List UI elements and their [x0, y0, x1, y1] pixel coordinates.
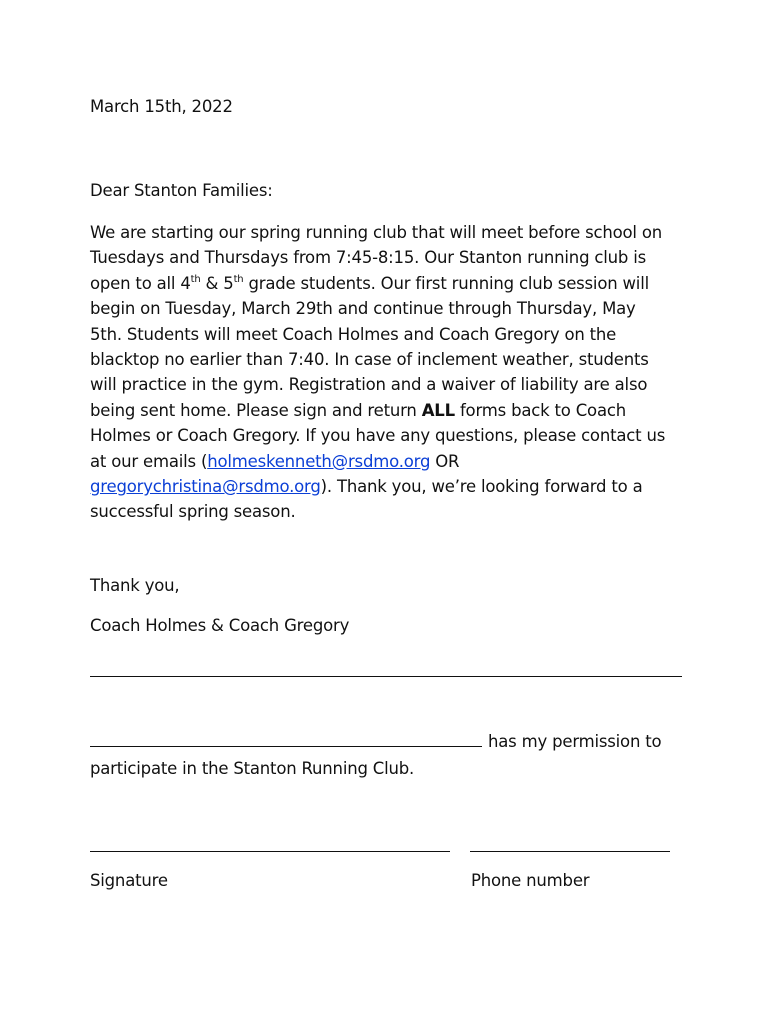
body-line: 5th. Students will meet Coach Holmes and Coach Gregory on the — [90, 324, 617, 344]
body-line — [90, 449, 690, 474]
letter-body — [90, 220, 690, 525]
body-line: We are starting our spring running club that will meet before school on — [90, 223, 662, 242]
body-text: at our emails ( — [90, 451, 208, 471]
body-line — [90, 398, 690, 423]
student-name-blank[interactable] — [90, 730, 482, 747]
letter-salutation: Dear Stanton Families: — [90, 181, 273, 200]
body-text: grade students. Our first running club session will — [243, 273, 649, 293]
ordinal-suffix: th — [233, 273, 244, 285]
permission-text: has my permission to — [488, 732, 662, 751]
body-text: ). Thank you, we’re looking forward to a — [320, 477, 643, 497]
signature-label: Signature — [90, 871, 168, 890]
emphasis-all: ALL — [421, 400, 455, 420]
email-link-holmes[interactable]: holmeskenneth@rsdmo.org — [207, 451, 431, 471]
letter-signoff: Coach Holmes & Coach Gregory — [90, 616, 350, 635]
tear-off-divider — [90, 676, 682, 677]
body-text: forms back to Coach — [454, 400, 626, 420]
body-line: Tuesdays and Thursdays from 7:45-8:15. Our Stanton running club is — [90, 248, 646, 268]
body-line — [90, 271, 690, 296]
phone-number-blank[interactable] — [470, 851, 670, 852]
body-line — [90, 474, 690, 499]
body-line: blacktop no earlier than 7:40. In case of inclement weather, students — [90, 350, 649, 370]
signature-blank[interactable] — [90, 851, 450, 852]
letter-date: March 15th, 2022 — [90, 97, 233, 116]
body-text: & 5 — [200, 273, 234, 293]
phone-number-label: Phone number — [471, 871, 590, 890]
body-line: Holmes or Coach Gregory. If you have any questions, please contact us — [90, 426, 666, 446]
letter-closing: Thank you, — [90, 576, 180, 595]
email-link-gregory[interactable]: gregorychristina@rsdmo.org — [90, 477, 321, 497]
body-line: successful spring season. — [90, 502, 296, 522]
body-text: OR — [430, 451, 460, 471]
body-text: being sent home. Please sign and return — [90, 400, 422, 420]
body-line: will practice in the gym. Registration and a waiver of liability are also — [90, 375, 648, 395]
body-text: open to all 4 — [90, 273, 191, 293]
permission-line — [90, 729, 661, 754]
participate-text: participate in the Stanton Running Club. — [90, 759, 415, 778]
body-line: begin on Tuesday, March 29th and continue through Thursday, May — [90, 299, 636, 319]
ordinal-suffix: th — [190, 273, 201, 285]
